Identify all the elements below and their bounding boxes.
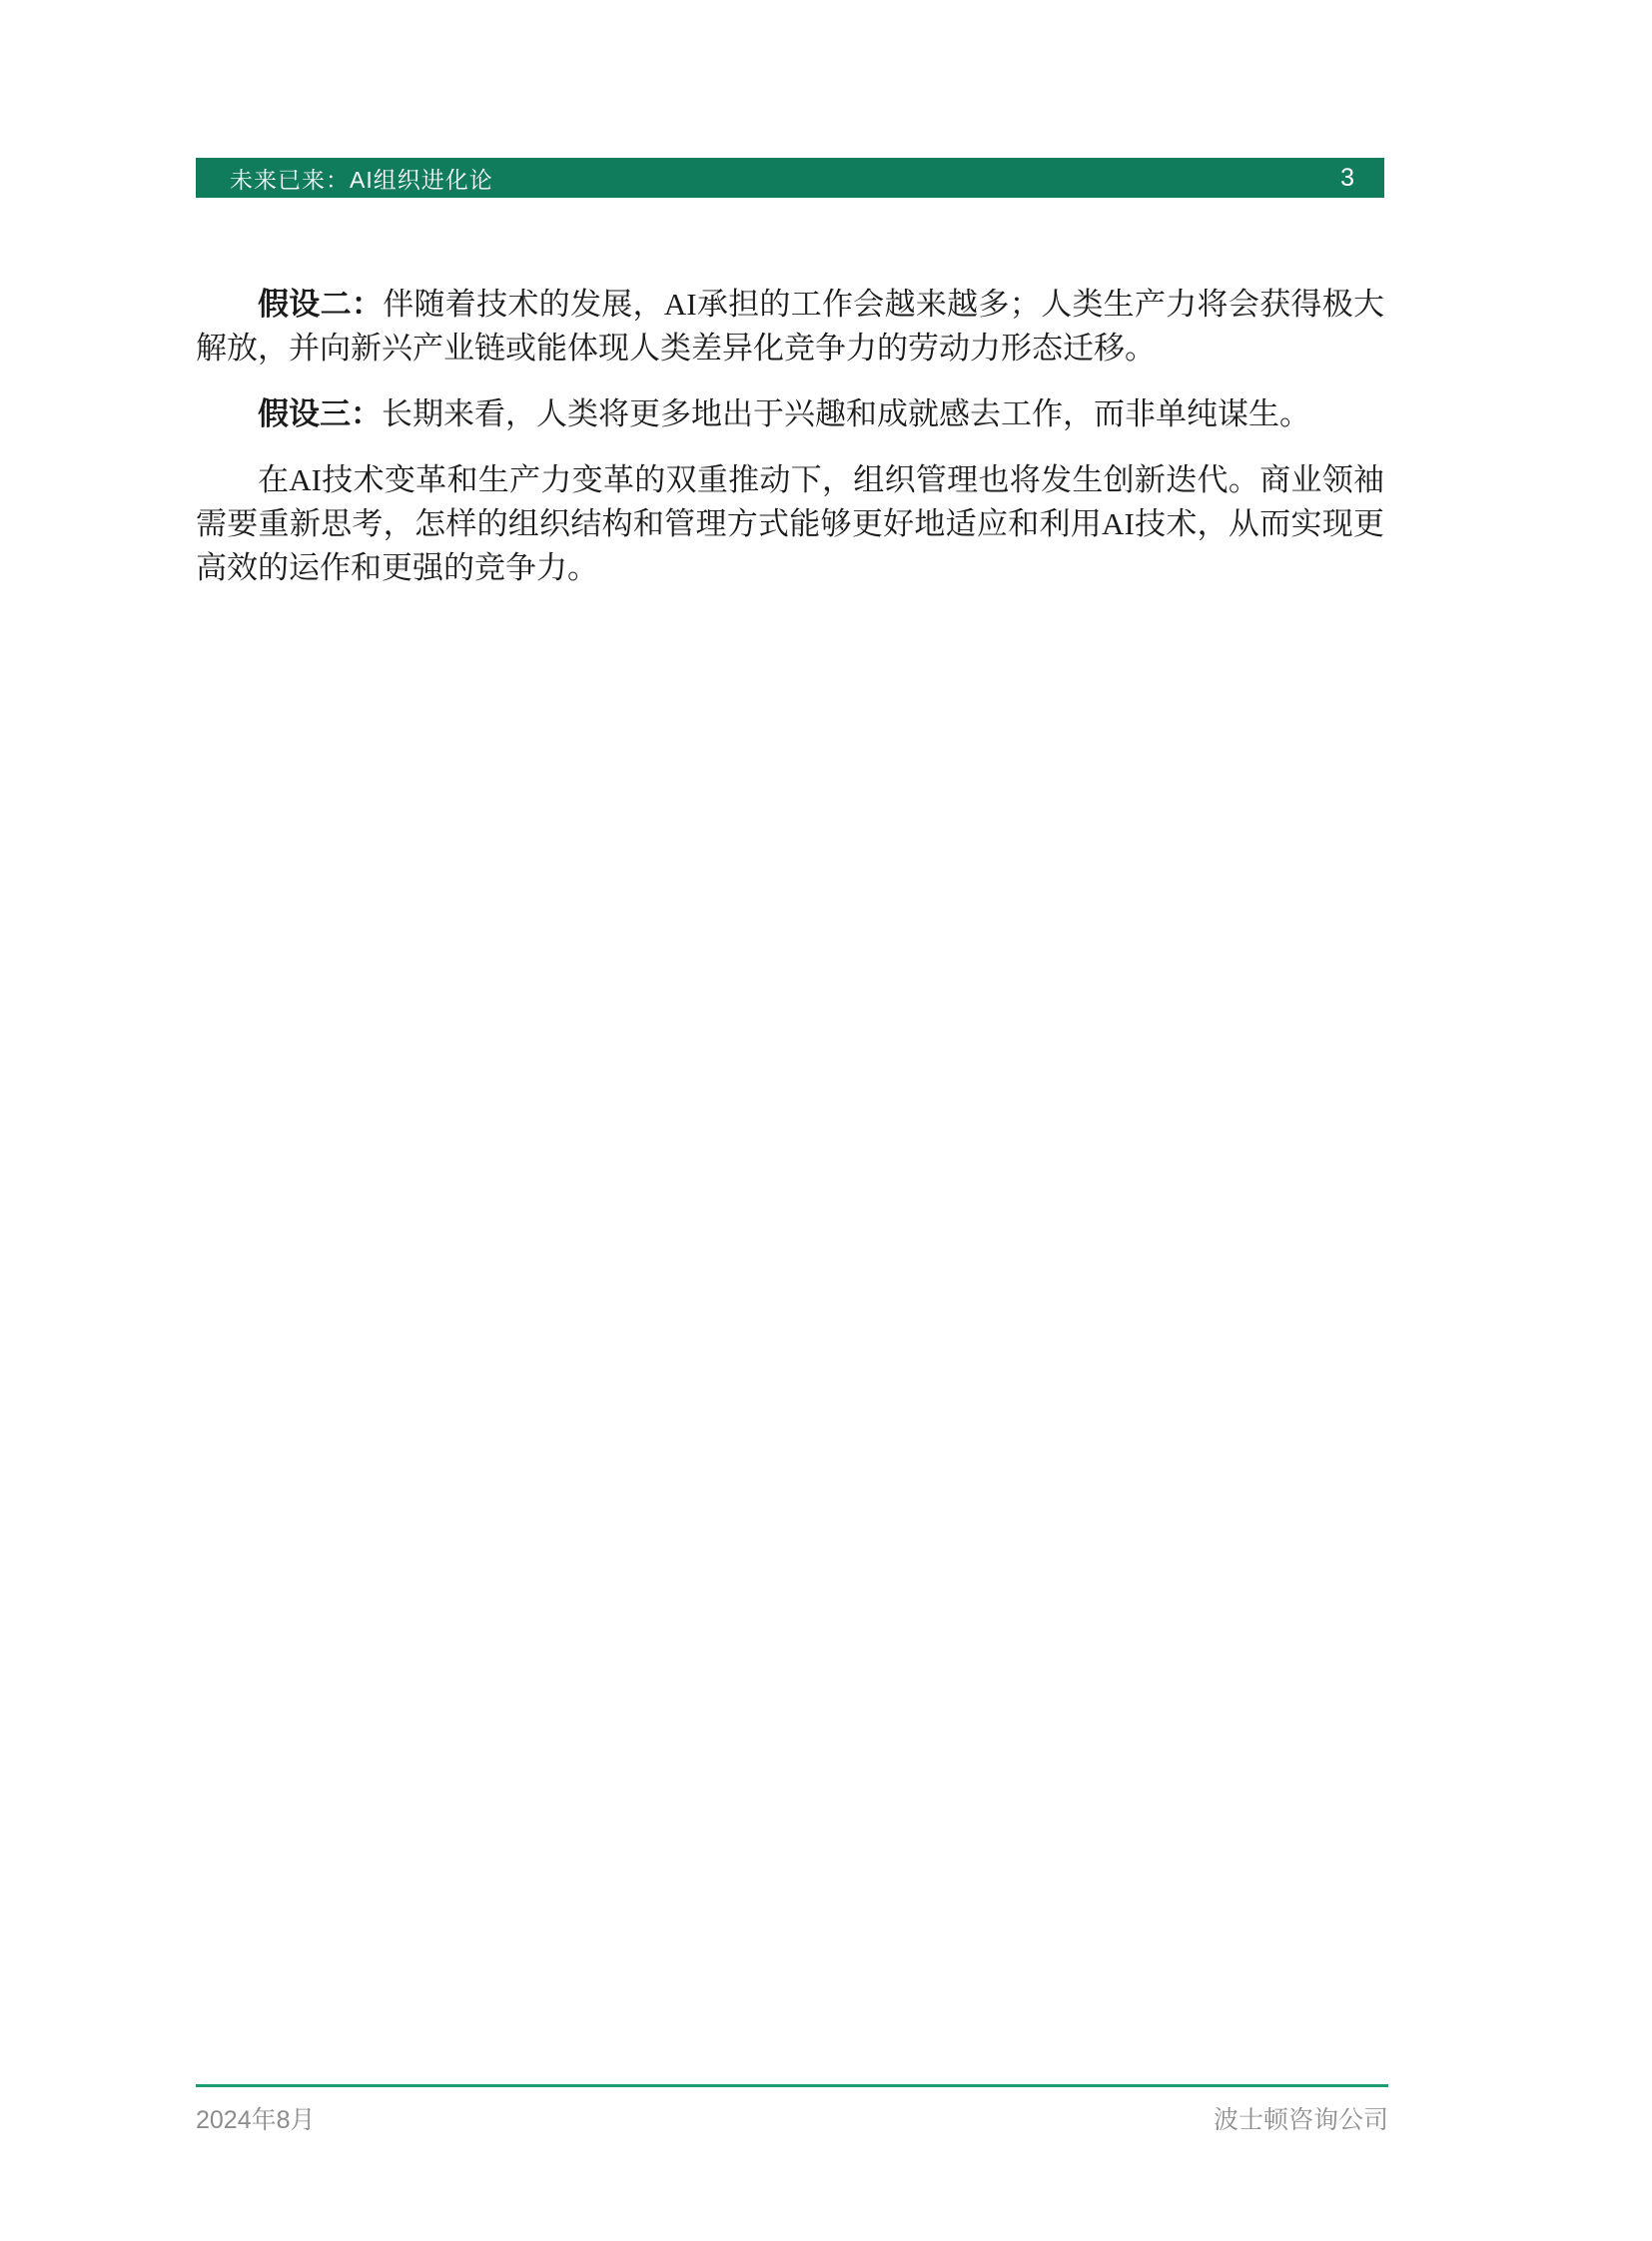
- paragraph-text: 长期来看，人类将更多地出于兴趣和成就感去工作，而非单纯谋生。: [382, 396, 1310, 431]
- paragraph-hypothesis-2: [196, 283, 1384, 371]
- header-bar: [196, 158, 1384, 198]
- paragraph-text: 在AI技术变革和生产力变革的双重推动下，组织管理也将发生创新迭代。商业领袖需要重新思考，怎样的组织结构和管理方式能够更好地适应和利用AI技术，从而实现更高效的运作和更强的竞争力。: [196, 462, 1384, 585]
- paragraph-lead: 假设三：: [258, 396, 382, 431]
- body-content: [196, 283, 1384, 612]
- footer-company: 波士顿咨询公司: [1213, 2106, 1388, 2134]
- paragraph-conclusion: [196, 458, 1384, 590]
- footer: [196, 2100, 1388, 2136]
- paragraph-lead: 假设二：: [258, 287, 384, 322]
- footer-divider: [196, 2084, 1388, 2087]
- paragraph-hypothesis-3: [196, 392, 1384, 436]
- page-number: 3: [1340, 163, 1354, 192]
- footer-date: 2024年8月: [196, 2106, 316, 2134]
- paragraph-text: 伴随着技术的发展，AI承担的工作会越来越多；人类生产力将会获得极大解放，并向新兴产业链或能体现人类差异化竞争力的劳动力形态迁移。: [196, 287, 1385, 366]
- header-title: 未来已来：AI组织进化论: [230, 166, 493, 193]
